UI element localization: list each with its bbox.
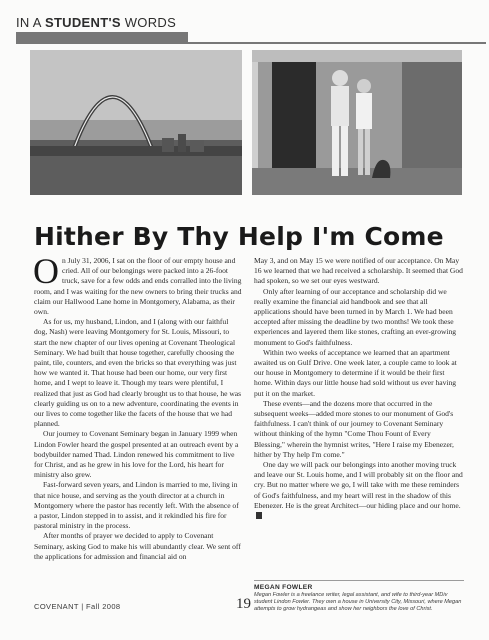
paragraph: May 3, and on May 15 we were notified of our acceptance. On May 16 we learned that we had received a scholarship. It seemed that God had spoken, so we set our eyes westward. [254,256,463,286]
drop-cap: O [33,251,59,291]
section-label [16,15,176,33]
paragraph: These events—and the dozens more that occurred in the subsequent weeks—added more stones to our monument of God's faithfulness. I can't think of our journey to Covenant Seminary without thinking of the hymn "Come Thou Fount of Every Blessing," wherein the hymnist writes, "Here I raise my Ebenezer, hither by Thy help I'm come." [254,398,454,459]
paragraph: Only after learning of our acceptance and scholarship did we really examine the financial aid handbook and see that all applications should have been turned in by March 1. We had been accepted after missing the deadline by two months! We took these experiences and layered them like stones, crafting an ever-growing monument to God's faithfulness. [254,286,457,347]
banner-rule [16,42,486,44]
author-name: MEGAN FOWLER [254,584,313,591]
article-left-column [33,251,243,562]
gateway-arch-photo [30,50,242,195]
section-label-prefix: IN A [16,15,45,30]
page-number: 19 [236,596,251,612]
paragraph-text: n July 31, 2006, I sat on the floor of our empty house and cried. All of our belongings were packed into a 26-foot truck, save for a few odds and ends corralled into the living room, and I was waiting for the new owners to bring their trucks and claim our Hallwood Lane home in Montgomery, Alabama, as their own. [34,256,242,317]
author-bio: Megan Fowler is a freelance writer, legal assistant, and wife to third-year MDiv student Lindon Fowler. They own a house in University City, Missouri, where Megan attempts to grow hydrangeas and show her neighbors the love of Christ. [254,592,462,612]
bio-divider [254,580,464,581]
couple-photo [252,50,462,195]
paragraph [33,251,243,317]
paragraph [254,460,463,521]
paragraph: As for us, my husband, Lindon, and I (along with our faithful dog, Nash) were leaving Montgomery for St. Louis, Missouri, to start the new chapter of our lives opening at Covenant Theological Seminary. We had built that house together, carefully choosing the paint, tile, counters, and even the bricks so that everything was just how we wanted it. That house had been our home, our very first home, and I wept to leave it. Though my tears were plentiful, I realized that just as God had clearly brought us to that house, he was clearly guiding us on to a new adventure, coordinating the events in our lives to come together like the facets of the house that we had planned. [34,317,242,429]
article-right-column [254,256,463,521]
paragraph: Our journey to Covenant Seminary began in January 1999 when Lindon Fowler heard the gospel presented at an outreach event by a bodybuilder named Thad. Lindon renewed his commitment to live for Christ, and as he grew in his love for the Lord, his heart for ministry also grew. [34,429,239,480]
banner-bar [16,32,188,42]
end-mark-icon [256,512,262,519]
paragraph: After months of prayer we decided to apply to Covenant Seminary, asking God to make his will abundantly clear. We sent off the applications for admission and financial aid on [34,531,241,561]
section-label-suffix: WORDS [120,15,177,30]
couple-illustration [252,50,462,195]
paragraph-text: One day we will pack our belongings into another moving truck and leave our St. Louis home, and I will probably sit on the floor and cry. But no matter where we go, I will take with me these reminders of God's faithfulness, and my heart will rest in the shadow of this Ebenezer. He is the great Architect—our hiding place and our home. [254,460,463,510]
section-banner [8,10,486,38]
publication-footer: COVENANT | Fall 2008 [34,602,121,611]
section-label-bold: STUDENT'S [44,15,121,30]
article-title: Hither By Thy Help I'm Come [34,222,444,251]
arch-illustration [30,50,242,195]
paragraph: Within two weeks of acceptance we learned that an apartment awaited us on Gulf Drive. One week later, a couple came to look at our house in Montgomery to determine if it would be their first home. Within days our little house had sold without us ever having put it on the market. [254,347,457,398]
paragraph: Fast-forward seven years, and Lindon is married to me, living in that nice house, and serving as the youth director at a church in Montgomery where the pastor has recently left. With the absence of a pastor, Lindon stepped in to assist, and it rekindled his fire for pastoral ministry in the process. [34,480,239,531]
